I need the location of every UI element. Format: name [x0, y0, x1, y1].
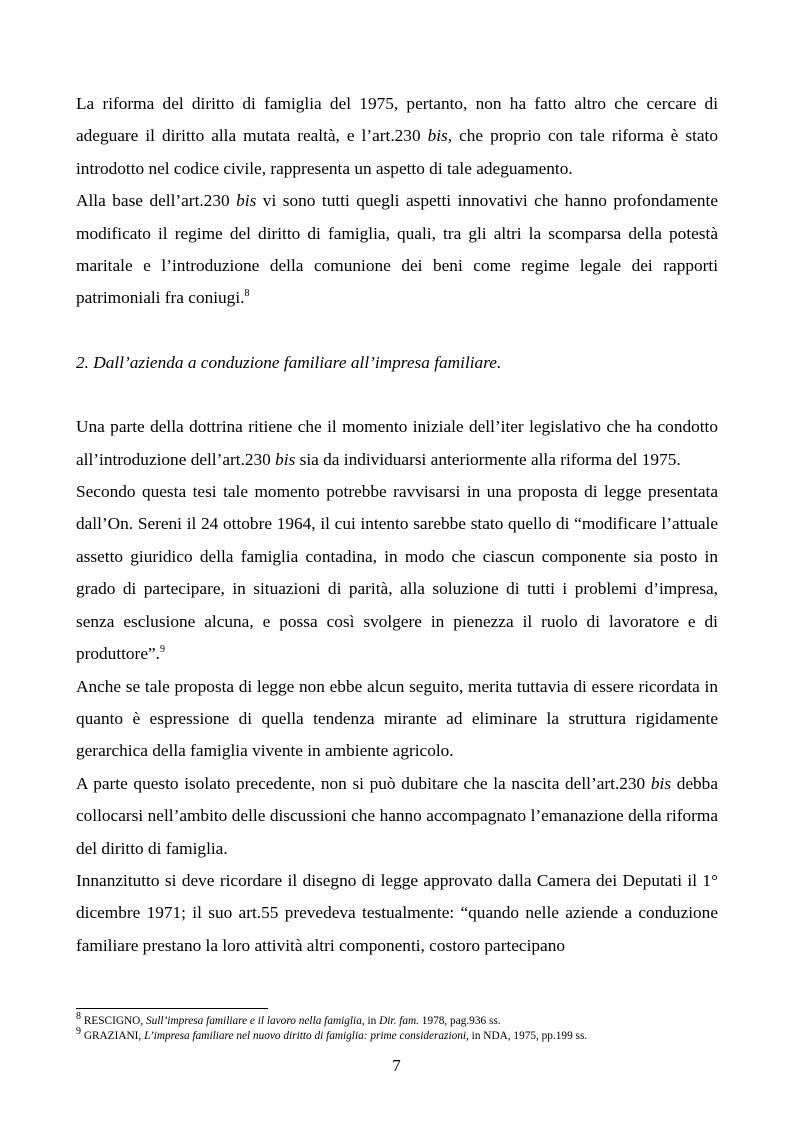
page-number: 7 [392, 1056, 401, 1075]
text-run: La riforma del diritto di famiglia del 1975, pertanto, non ha fatto altro che cercare di adeguare il diritto alla mutata realtà, e l’art.230 [76, 94, 718, 146]
text-run: Anche se tale proposta di legge non ebbe alcun seguito, merita tuttavia di essere ricordata in quanto è espressione di quella tendenza mirante ad eliminare la struttura rigidamente gerarchica della famiglia vivente in ambiente agricolo. [76, 676, 718, 761]
text-run: , in [361, 1015, 380, 1027]
paragraph [76, 865, 718, 962]
text-run: Secondo questa tesi tale momento potrebbe ravvisarsi in una proposta di legge presentata dall’On. Sereni il 24 ottobre 1964, il cui intento sarebbe stato quello di “modificare l’attuale assetto giuridico della famiglia contadina, in modo che ciascun componente sia posto in grado di partecipare, in situazioni di parità, alla soluzione di tutti i problemi d’impresa, senza esclusione alcuna, e possa così svolgere in pienezza il ruolo di lavoratore e di produttore”. [76, 482, 718, 664]
spacer [76, 315, 718, 347]
paragraph [76, 768, 718, 865]
italic-text: bis [650, 773, 672, 793]
paragraph [76, 411, 718, 476]
italic-text: L’impresa familiare nel nuovo diritto di famiglia: prime considerazioni, [144, 1030, 469, 1042]
text-run: 1978, pag.936 ss. [418, 1015, 501, 1027]
text-run: , che proprio con tale riforma è stato introdotto nel codice civile, rappresenta un aspetto di tale adeguamento. [76, 126, 718, 178]
footnote-ref: 9 [76, 1026, 81, 1038]
text-run: sia da individuarsi anteriormente alla riforma del 1975. [295, 449, 681, 469]
italic-text: bis [427, 126, 448, 146]
italic-text: bis [236, 191, 257, 211]
text-run: debba collocarsi nell’ambito delle discussioni che hanno accompagnato l’emanazione della riforma del diritto di famiglia. [76, 773, 718, 858]
footnote-separator [76, 1008, 268, 1009]
section-paragraphs [76, 411, 718, 962]
italic-text: bis [275, 449, 296, 469]
text-run: vi sono tutti quegli aspetti innovativi che hanno profondamente modificato il regime del diritto di famiglia, quali, tra gli altri la scomparsa della potestà maritale e l’introduzione della comunione dei beni come regime legale dei rapporti patrimoniali fra coniugi. [76, 191, 718, 308]
text-run: Una parte della dottrina ritiene che il momento iniziale dell’iter legislativo che ha condotto all’introduzione dell’art.230 [76, 417, 718, 469]
text-run: A parte questo isolato precedente, non si può dubitare che la nascita dell’art.230 [76, 773, 651, 793]
paragraph [76, 671, 718, 768]
italic-text: Dir. fam. [379, 1015, 419, 1027]
paragraph [76, 88, 718, 185]
footnote [76, 1011, 718, 1029]
footnote-ref: 9 [159, 644, 165, 656]
text-run: RESCIGNO, [81, 1015, 146, 1027]
text-run: Alla base dell’art.230 [76, 191, 237, 211]
text-run: GRAZIANI, [81, 1030, 145, 1042]
text-run: Innanzitutto si deve ricordare il disegno di legge approvato dalla Camera dei Deputati il 1° dicembre 1971; il suo art.55 prevedeva testualmente: “quando nelle aziende a conduzione familiare prestano la loro attività altri componenti, costoro partecipano [76, 870, 718, 955]
italic-text: Sull’impresa familiare e il lavoro nella famiglia [145, 1015, 362, 1027]
paragraph [76, 185, 718, 315]
footnote-ref: 8 [76, 1011, 81, 1023]
footnote [76, 1026, 718, 1044]
document-body [76, 88, 718, 962]
footnote-ref: 8 [244, 288, 250, 300]
paragraph [76, 476, 718, 670]
footnotes [76, 1011, 718, 1044]
intro-paragraphs [76, 88, 718, 315]
text-run: in NDA, 1975, pp.199 ss. [468, 1030, 588, 1042]
section-heading: 2. Dall’azienda a conduzione familiare all’impresa familiare. [76, 352, 502, 372]
spacer [76, 379, 718, 411]
